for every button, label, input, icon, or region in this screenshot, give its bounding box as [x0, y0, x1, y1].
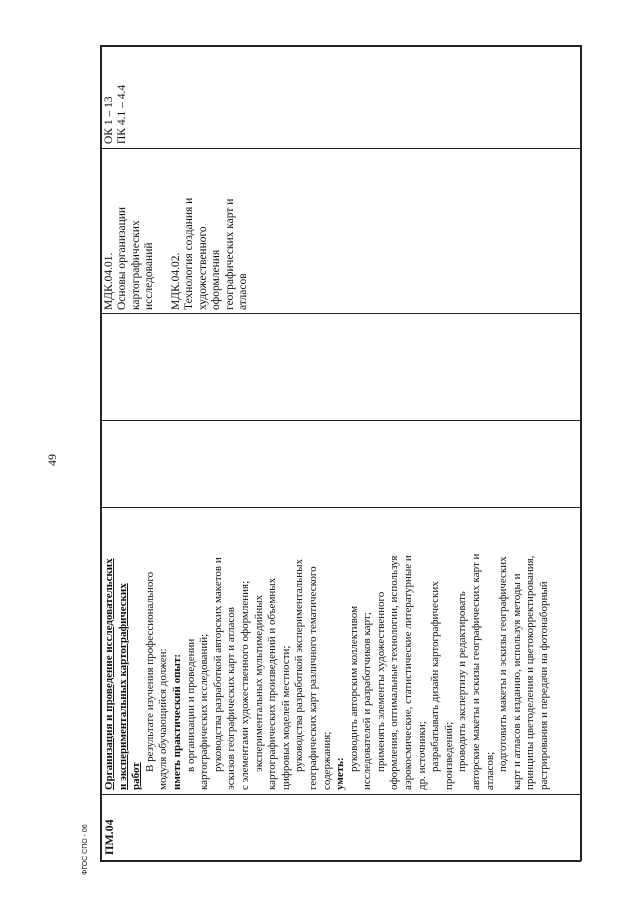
text-line: картографических исследований; — [198, 633, 211, 790]
text-line: оформления — [210, 249, 223, 310]
practice-heading: иметь практический опыт: — [170, 653, 183, 790]
text-line — [157, 198, 170, 310]
table-divider-mdk — [100, 313, 581, 314]
text-line: оформления, оптимальные технологии, используя — [388, 555, 401, 790]
text-line: содержания; — [320, 731, 333, 790]
text-line: картографических — [129, 220, 142, 310]
text-line: географических карт различного тематического — [306, 566, 319, 790]
text-line: подготовить макеты и эскизы географических — [497, 556, 510, 772]
text-line: руководить авторским коллективом — [347, 605, 360, 772]
text-line: ПК 4.1 – 4.4 — [116, 84, 129, 144]
text-line: и экспериментальных картографических — [116, 583, 129, 790]
text-line: растрирования и передачи на фотонаборный — [538, 581, 550, 790]
text-line: применять элементы художественного — [374, 591, 387, 772]
text-line: картографических произведений и объемных — [266, 577, 279, 790]
module-code: ПМ.04 — [102, 819, 116, 855]
text-line: в организации и проведении — [184, 638, 197, 772]
practice-list — [185, 510, 335, 790]
table-border-right — [580, 45, 582, 861]
mdk-list — [103, 198, 250, 310]
text-line: географических карт и — [223, 198, 236, 310]
module-title — [103, 510, 144, 790]
table-divider-hours — [100, 420, 581, 421]
table-divider-code — [100, 794, 581, 795]
text-line: эскизов географических карт и атласов — [225, 607, 238, 790]
module-content-cell — [103, 510, 552, 790]
text-line: авторские макеты и эскизы географических карт и — [470, 553, 483, 790]
text-line: Основы организации — [116, 206, 129, 310]
mdk-cell — [103, 198, 250, 310]
skills-list — [348, 510, 552, 790]
competency-list — [103, 85, 130, 144]
page-footer: ФГОС СПО - 06 — [82, 824, 89, 875]
text-line: исследователей и разработчиков карт; — [361, 612, 374, 790]
text-line: принципы цветоделения и цветокорректирования, — [524, 555, 537, 790]
text-line: МДК.04.02. — [170, 252, 183, 310]
page-number: 49 — [45, 454, 59, 466]
text-line: исследований — [143, 242, 156, 310]
skills-heading: уметь: — [334, 757, 347, 790]
table-border-left — [100, 45, 102, 861]
table-divider-content — [100, 507, 581, 508]
text-line: модуля обучающийся должен: — [157, 648, 170, 790]
text-line: атласов — [237, 273, 250, 310]
text-line: экспериментальных мультимедийных — [252, 594, 265, 772]
text-line: разрабатывать дизайн картографических — [429, 581, 442, 772]
competency-cell — [103, 85, 130, 144]
text-line: руководства разработкой экспериментальных — [293, 559, 306, 772]
text-line: художественного — [196, 226, 209, 310]
text-line: проводить экспертизу и редактировать — [456, 591, 469, 772]
text-line: ОК 1 – 13 — [103, 96, 115, 144]
text-line: Организация и проведение исследовательских — [103, 558, 115, 790]
text-line: руководства разработкой авторских макетов и — [211, 557, 224, 772]
text-line: Технология создания и — [183, 197, 196, 310]
text-line: карт и атласов к изданию, используя методы и — [510, 573, 523, 790]
text-line: МДК.04.01. — [103, 252, 115, 310]
text-line: В результате изучения профессионального — [143, 571, 156, 772]
table-border-bottom — [100, 860, 581, 862]
text-line: атласов; — [483, 751, 496, 790]
text-line: др. источники; — [415, 721, 428, 790]
text-line: аэрокосмические, статистические литературные и — [402, 555, 415, 790]
text-line: работ — [130, 762, 143, 790]
module-intro — [144, 510, 171, 790]
table-border-top — [100, 45, 581, 47]
table-divider-hours2 — [100, 148, 581, 149]
text-line: цифровых моделей местности; — [279, 645, 292, 790]
text-line: произведений; — [442, 721, 455, 790]
text-line: с элементами художественного оформления; — [238, 580, 251, 790]
